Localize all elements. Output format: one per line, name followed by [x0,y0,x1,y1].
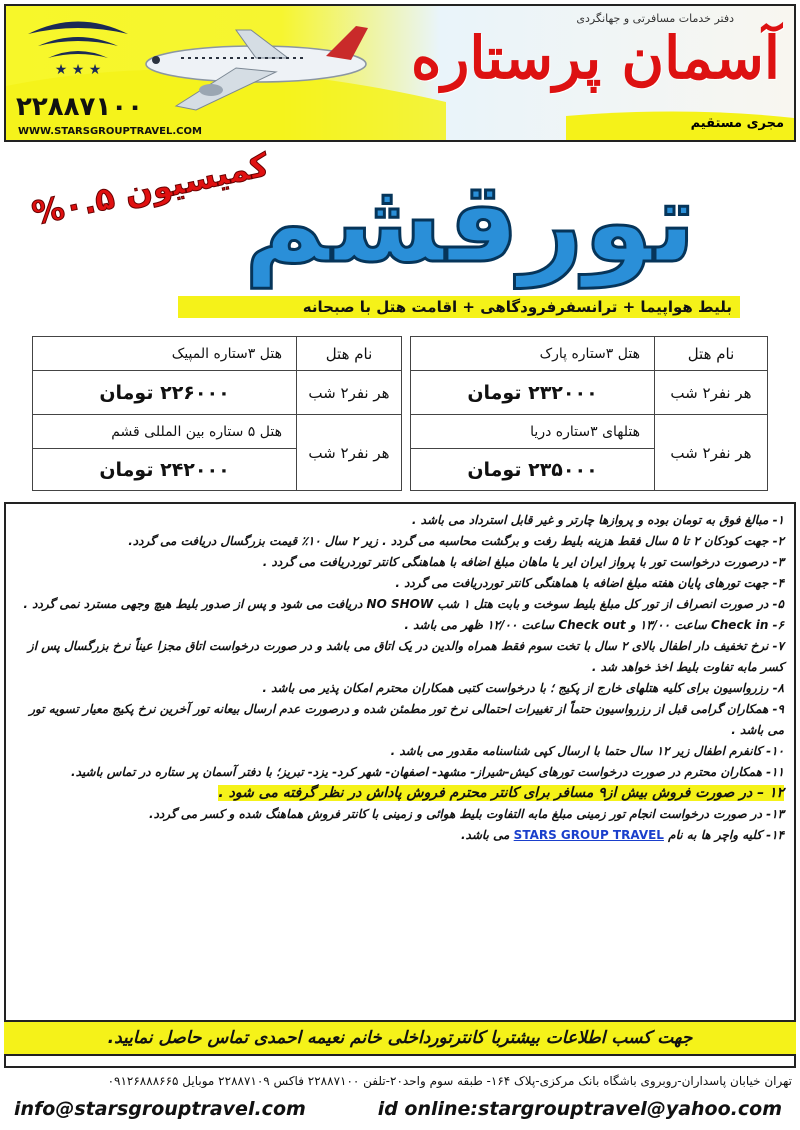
note-item-highlighted [16,783,784,804]
hotel-name-cell: هتلهای ۳ستاره دریا [411,415,655,449]
per-person-cell: هر نفر۲ شب [655,415,768,491]
price-cell: ۲۳۲۰۰۰ تومان [411,371,655,415]
note-item: ۱۱- همکاران محترم در صورت درخواست تورهای کیش-شیراز- مشهد- اصفهان- شهر کرد- یزد- تبریز؛ با دفتر آسمان پر ستاره در تماس باشید. [71,765,784,779]
header-banner [4,4,796,142]
note-item: ۱۰- کانفرم اطفال زیر ۱۲ سال حتما با ارسال کپی شناسنامه مقدور می باشد . [390,744,784,758]
footer-address: تهران خیابان پاسداران-روبروی باشگاه بانک مرکزی-پلاک ۱۶۴- طبقه سوم واحد۲۰-تلفن ۲۲۸۸۷۱۰۰ فاکس ۲۲۸۸۷۱۰۹ موبایل ۰۹۱۲۶۸۸۸۶۶۵ [107,1074,792,1088]
note-item: ۶- Check in ساعت ۱۳/۰۰ و Check out ساعت ۱۲/۰۰ ظهر می باشد . [404,618,784,632]
hotel-name-cell: هتل ۵ ستاره بین المللی قشم [33,415,297,449]
table-header-hotel-name: نام هتل [655,337,768,371]
per-person-cell: هر نفر۲ شب [297,371,402,415]
note-item: ۳- درصورت درخواست تور با پرواز ایران ایر یا ماهان مبلغ اضافه با هماهنگی کانتر توردریافت می گردد . [262,555,784,569]
stars-logo-emblem [18,14,138,84]
hotel-name-cell: هتل ۳ستاره پارک [411,337,655,371]
note-item: ۸- رزرواسیون برای کلیه هتلهای خارج از پکیج ؛ با درخواست کتبی همکاران محترم امکان پذیر می باشد . [262,681,784,695]
note-item: ۲- جهت کودکان ۲ تا ۵ سال فقط هزینه بلیط رفت و برگشت محاسبه می گردد . زیر ۲ سال ۱۰٪ قیمت بزرگسال دریافت می گردد. [128,534,784,548]
per-person-cell: هر نفر۲ شب [655,371,768,415]
terms-notes-box [4,502,796,1068]
note-item: ۷- نرخ تخفیف دار اطفال بالای ۲ سال با تخت سوم فقط همراه والدین در یک اتاق می باشد و در صورت درخواست اتاق مجزا عیناً نرخ بزرگسال پس از کسر مابه تفاوت بلیط اخذ خواهد شد . [27,639,784,674]
package-subtitle: بلیط هواپیما + ترانسفرفرودگاهی + اقامت هتل با صبحانه [178,296,740,318]
per-person-cell: هر نفر۲ شب [297,415,402,491]
direct-operator-label: مجری مستقیم [690,116,784,131]
note-item: ۵- در صورت انصراف از تور کل مبلغ بلیط سوخت و بابت هتل ۱ شب NO SHOW دریافت می شود و پس از صدور بلیط هیچ وجهی مسترد نمی گردد . [23,597,784,611]
contact-bar: جهت کسب اطلاعات بیشتربا کانترتورداخلی خانم نعیمه احمدی تماس حاصل نمایید. [4,1020,796,1056]
note-item-voucher [16,825,784,846]
footer-email[interactable]: info@starsgrouptravel.com [14,1098,306,1120]
note-item: ۹- همکاران گرامی قبل از رزرواسیون حتماً از تغییرات احتمالی نرخ تور مطمئن شده و درصورت عدم ارسال بیعانه تور آخرین نرخ پکیج معیار تسویه تور می باشد . [29,702,784,737]
tour-title: تورقشم [244,158,696,288]
table-header-hotel-name: نام هتل [297,337,402,371]
price-cell: ۲۳۵۰۰۰ تومان [411,449,655,491]
note-item: ۱۳- در صورت درخواست انجام تور زمینی مبلغ مابه التفاوت بلیط هوائی و زمینی با کانتر فروش هماهنگ شده و کسر می گردد. [149,807,784,821]
price-cell: ۲۲۶۰۰۰ تومان [33,371,297,415]
price-table-right [410,336,768,491]
agency-small-title: دفتر خدمات مسافرتی و جهانگردی [576,12,734,25]
header-website: WWW.STARSGROUPTRAVEL.COM [18,126,202,137]
voucher-text-end: می باشد. [460,828,510,842]
commission-label: کمیسیون ۰.۵% [28,145,272,233]
note-highlight-text: ۱۲ – در صورت فروش بیش از۹ مسافر برای کانتر محترم فروش پاداش در نظر گرفته می شود . [218,785,784,801]
stars-group-travel-link[interactable]: STARS GROUP TRAVEL [513,828,664,842]
hotel-name-cell: هتل ۳ستاره المپیک [33,337,297,371]
brand-name: آسمان پرستاره [410,24,780,92]
voucher-text: ۱۴- کلیه واچر ها به نام [668,828,784,842]
footer-yahoo-id[interactable]: id online:stargrouptravel@yahoo.com [377,1098,782,1120]
note-item: ۴- جهت تورهای پایان هفته مبلغ اضافه با هماهنگی کانتر توردریافت می گردد . [395,576,784,590]
svg-text:★ ★ ★: ★ ★ ★ [54,62,102,78]
header-phone: ۲۲۸۸۷۱۰۰ [16,92,143,122]
note-item: ۱- مبالغ فوق به تومان بوده و پروازها چارتر و غیر قابل استرداد می باشد . [411,513,784,527]
price-cell: ۲۴۲۰۰۰ تومان [33,449,297,491]
price-table-left [32,336,402,491]
